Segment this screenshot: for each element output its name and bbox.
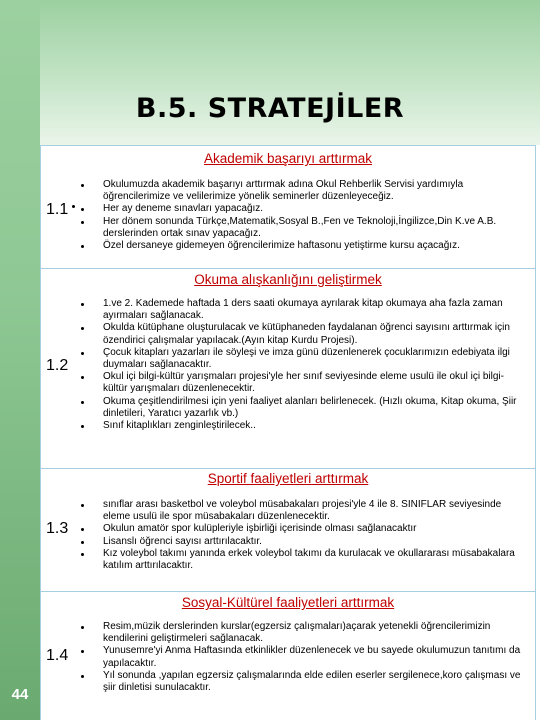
list-item: Kız voleybol takımı yanında erkek voleybol takımı da kurulacak ve okullararası müsabakalara katılım arttırılacaktır.: [81, 548, 526, 572]
bullet-icon: [81, 553, 84, 556]
list-item: Okul içi bilgi-kültür yarışmaları projesi'yle her sınıf seviyesinde eleme usulü ile okul içi bilgi-kültür yarışmaları düzenlenecektir.: [81, 371, 526, 395]
list-item: sınıflar arası basketbol ve voleybol müsabakaları projesi'yle 4 ile 8. SINIFLAR seviyesinde eleme usulü ile spor müsabakaları düzenlenecektir.: [81, 499, 526, 523]
bullet-icon: [81, 626, 84, 629]
bullet-icon: [81, 303, 84, 306]
bullet-icon: [81, 184, 84, 187]
bullet-icon: [81, 504, 84, 507]
list-item: Çocuk kitapları yazarları ile söyleşi ve imza günü düzenlenerek çocuklarımızın edebiyata ilgi duymaları sağlanacaktır.: [81, 347, 526, 371]
section-items: [81, 621, 526, 694]
list-item: Okulun amatör spor kulüpleriyle işbirliği içerisinde olması sağlanacaktır: [81, 523, 526, 535]
section-number: 1.4: [46, 647, 69, 664]
list-item: Okulda kütüphane oluşturulacak ve kütüphaneden faydalanan öğrenci sayısını arttırmak için özendirici çalışmalar yapılacak.(Ayın kitap Kurdu Projesi).: [81, 322, 526, 346]
list-item: Okuma çeşitlendirilmesi için yeni faaliyet alanları belirlenecek. (Hızlı okuma, Kitap okuma, Şiir dinletileri, Yaratıcı yazarlık vb.): [81, 396, 526, 420]
page-number: 44: [11, 686, 29, 703]
list-item: Resim,müzik derslerinden kurslar(egzersiz çalışmaları)açarak yetenekli öğrencilerimizin kendilerini geliştirmeleri sağlanacak.: [81, 621, 526, 645]
bullet-icon: [81, 650, 84, 653]
bullet-icon: [81, 528, 84, 531]
section-number: 1.1: [46, 201, 69, 218]
list-item: Her dönem sonunda Türkçe,Matematik,Sosyal B.,Fen ve Teknoloji,İngilizce,Din K.ve A.B. derslerinden ortak sınav yapacağız.: [81, 216, 526, 240]
section-number: 1.2: [46, 357, 69, 374]
section-title: Akademik başarıyı arttırmak: [203, 151, 373, 166]
list-item: Özel dersaneye gidemeyen öğrencilerimize haftasonu yetiştirme kursu açacağız.: [81, 240, 526, 252]
section-1-1: [41, 146, 535, 269]
list-item: Her ay deneme sınavları yapacağız.: [81, 203, 526, 215]
section-items: [81, 179, 526, 252]
section-number: 1.3: [46, 520, 69, 537]
strategy-table: [40, 145, 536, 720]
section-items: [81, 298, 526, 432]
bullet-icon: [72, 205, 75, 208]
section-1-3: [41, 468, 535, 592]
list-item: Yıl sonunda ,yapılan egzersiz çalışmalarında elde edilen eserler sergilenece,koro çalışması ve şiir dinletisi sunulacaktır.: [81, 670, 526, 694]
bullet-icon: [81, 245, 84, 248]
bullet-icon: [81, 675, 84, 678]
list-item: Sınıf kitaplıkları zenginleştirilecek..: [81, 420, 526, 432]
section-title: Sosyal-Kültürel faaliyetleri arttırmak: [181, 595, 395, 610]
section-1-2: [41, 268, 535, 469]
bullet-icon: [81, 352, 84, 355]
list-item: Lisanslı öğrenci sayısı arttırılacaktır.: [81, 536, 526, 548]
bullet-icon: [81, 208, 84, 211]
bullet-icon: [81, 327, 84, 330]
bullet-icon: [81, 541, 84, 544]
page-title: B.5. STRATEJİLER: [135, 93, 405, 124]
section-title: Sportif faaliyetleri arttırmak: [207, 471, 369, 486]
list-item: 1.ve 2. Kademede haftada 1 ders saati okumaya ayrılarak kitap okumaya aha fazla zaman ayırmaları sağlanacak.: [81, 298, 526, 322]
section-title: Okuma alışkanlığını geliştirmek: [194, 272, 382, 287]
bullet-icon: [81, 376, 84, 379]
bullet-icon: [81, 401, 84, 404]
section-1-4: [41, 591, 535, 721]
bullet-icon: [81, 425, 84, 428]
section-items: [81, 499, 526, 572]
list-item: Yunusemre'yi Anma Haftasında etkinlikler düzenlenecek ve bu sayede okulumuzun tanıtımı da yapılacaktır.: [81, 645, 526, 669]
bullet-icon: [81, 221, 84, 224]
list-item: Okulumuzda akademik başarıyı arttırmak adına Okul Rehberlik Servisi yardımıyla öğrencilerimize ve velilerimize yönelik seminerler düzenleyeceğiz.: [81, 179, 526, 203]
